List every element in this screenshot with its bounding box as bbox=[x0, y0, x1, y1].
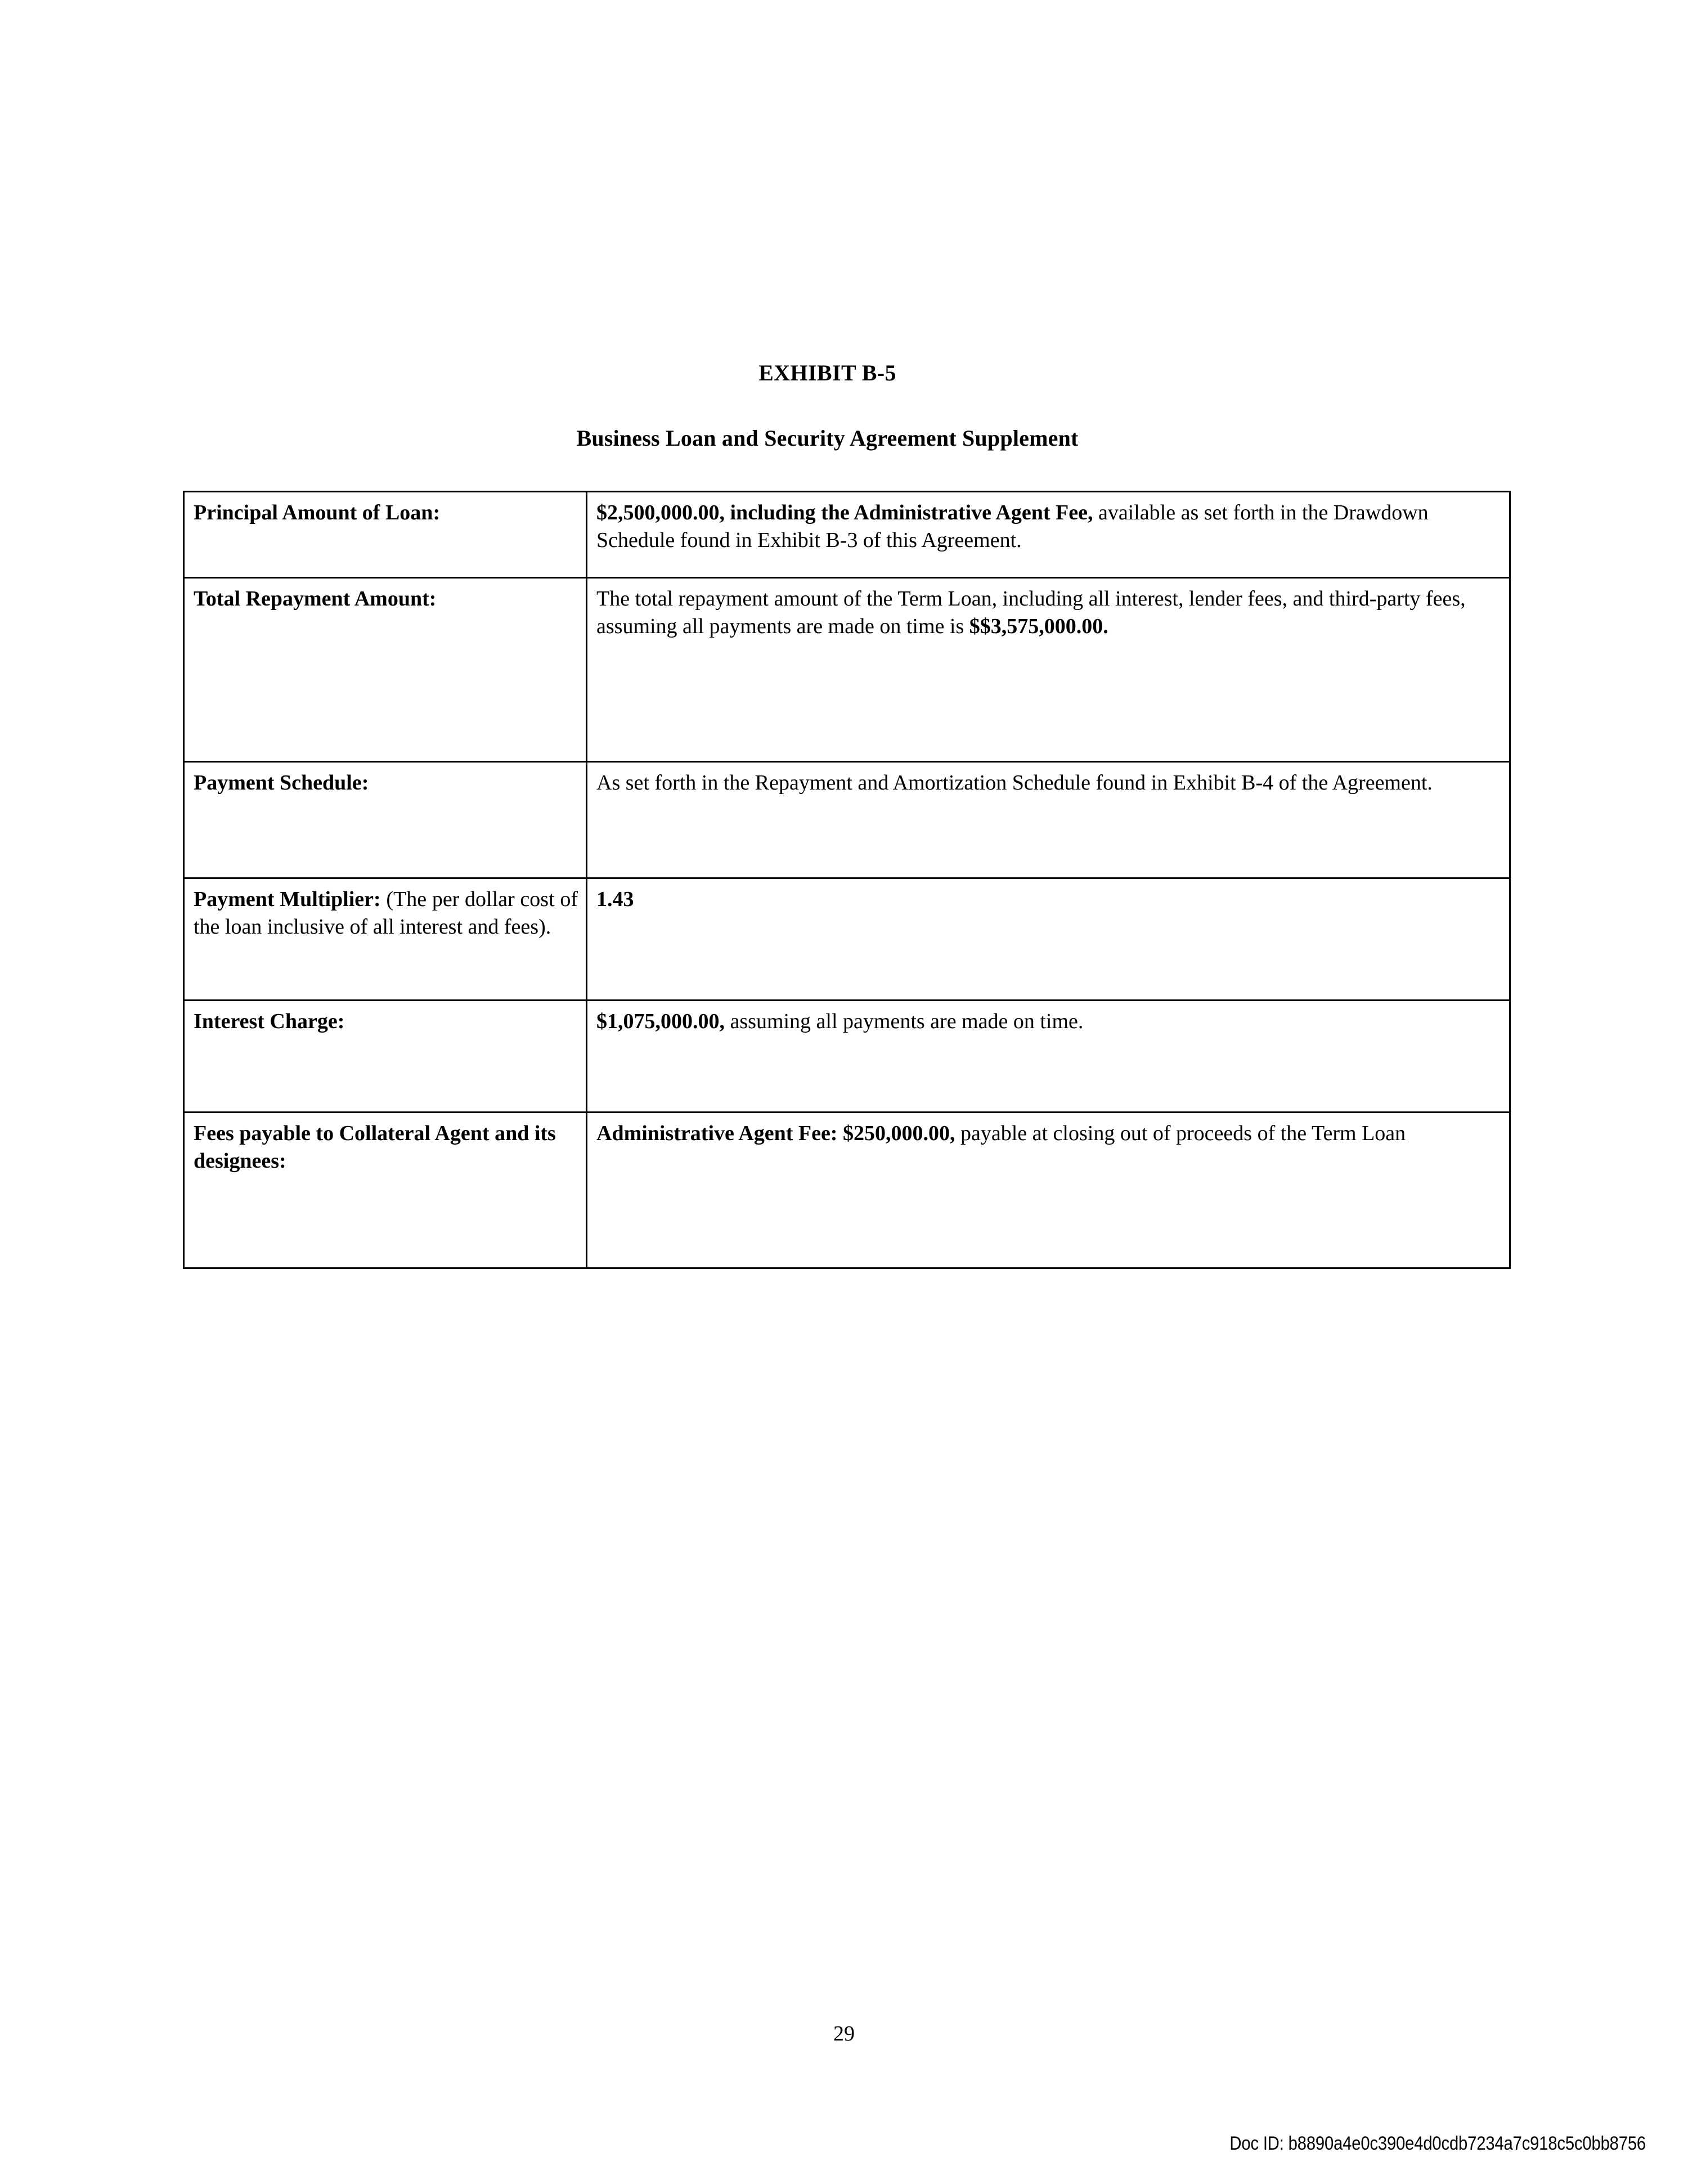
supplement-title: Business Loan and Security Agreement Supplement bbox=[576, 425, 1079, 451]
document-heading bbox=[183, 360, 1472, 451]
table-row bbox=[184, 492, 1510, 578]
value-bold: $2,500,000.00, including the Administrative Agent Fee, bbox=[596, 501, 1093, 524]
value-rest: The total repayment amount of the Term Loan, including all interest, lender fees, and third-party fees, assuming all payments are made on time is bbox=[596, 587, 1466, 639]
label-text bbox=[194, 585, 578, 613]
value-rest: available as set forth in the Drawdown Schedule found in Exhibit B-3 of this Agreement. bbox=[596, 501, 1429, 553]
value-text bbox=[596, 1120, 1501, 1147]
label-bold: Payment Multiplier: bbox=[194, 887, 381, 911]
value-text bbox=[596, 1008, 1501, 1035]
value-text bbox=[596, 886, 1501, 913]
label-bold: Interest Charge: bbox=[194, 1010, 345, 1033]
table-row-value bbox=[587, 578, 1510, 762]
label-text bbox=[194, 1008, 578, 1035]
table-row bbox=[184, 762, 1510, 878]
table-row-label bbox=[184, 762, 587, 878]
value-rest: payable at closing out of proceeds of the Term Loan bbox=[955, 1122, 1406, 1145]
label-bold: Principal Amount of Loan: bbox=[194, 501, 441, 524]
label-bold: Fees payable to Collateral Agent and its designees: bbox=[194, 1122, 556, 1173]
value-bold: Administrative Agent Fee: $250,000.00, bbox=[596, 1122, 955, 1145]
page-number: 29 bbox=[833, 2022, 855, 2046]
table-row-label bbox=[184, 492, 587, 578]
table-row bbox=[184, 878, 1510, 1001]
label-bold: Payment Schedule: bbox=[194, 771, 369, 795]
value-rest: As set forth in the Repayment and Amortization Schedule found in Exhibit B-4 of the Agreement. bbox=[596, 771, 1433, 795]
label-rest: (The per dollar cost of the loan inclusive of all interest and fees). bbox=[194, 887, 578, 939]
value-bold: 1.43 bbox=[596, 887, 634, 911]
value-text bbox=[596, 585, 1501, 641]
label-bold: Total Repayment Amount: bbox=[194, 587, 437, 611]
table-row-value bbox=[587, 762, 1510, 878]
table-row-label bbox=[184, 1113, 587, 1268]
label-text bbox=[194, 499, 578, 527]
doc-id-footer: Doc ID: b8890a4e0c390e4d0cdb7234a7c918c5c0bb8756 bbox=[1229, 2133, 1646, 2154]
table-row-label bbox=[184, 878, 587, 1001]
table-row bbox=[184, 578, 1510, 762]
value-text bbox=[596, 499, 1501, 555]
label-text bbox=[194, 769, 578, 797]
table-row-value bbox=[587, 1113, 1510, 1268]
table-row-label bbox=[184, 578, 587, 762]
value-bold: $1,075,000.00, bbox=[596, 1010, 725, 1033]
label-text bbox=[194, 1120, 578, 1176]
exhibit-title: EXHIBIT B-5 bbox=[758, 360, 896, 385]
label-text bbox=[194, 886, 578, 941]
table-row-value bbox=[587, 492, 1510, 578]
table-row bbox=[184, 1113, 1510, 1268]
value-text bbox=[596, 769, 1501, 797]
table-row bbox=[184, 1001, 1510, 1113]
value-bold-tail: $$3,575,000.00. bbox=[969, 615, 1108, 639]
table-row-value bbox=[587, 1001, 1510, 1113]
table-row-label bbox=[184, 1001, 587, 1113]
table-row-value bbox=[587, 878, 1510, 1001]
value-rest: assuming all payments are made on time. bbox=[725, 1010, 1084, 1033]
loan-terms-table bbox=[183, 491, 1511, 1269]
